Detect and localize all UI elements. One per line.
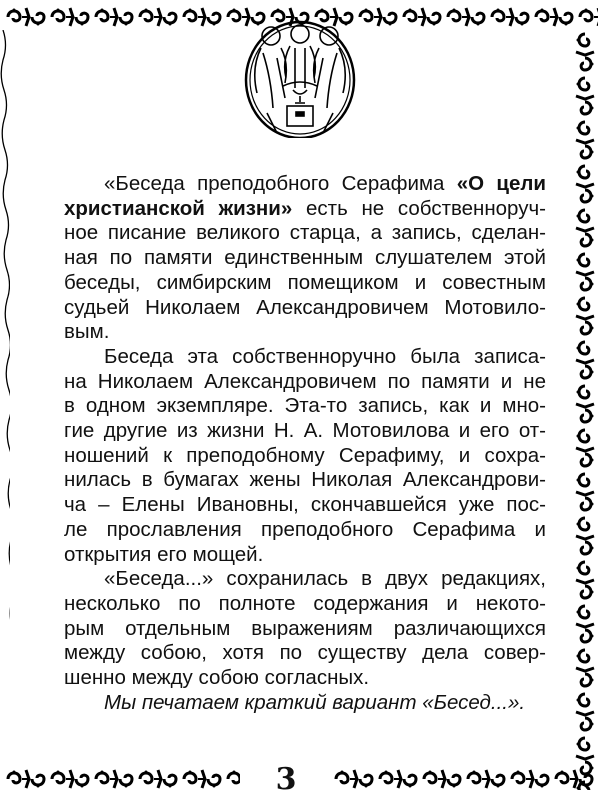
left-border-line <box>0 30 10 790</box>
text-line: беседы, симбирским помещиком и совестным <box>64 270 546 294</box>
paragraph-4-italic-note <box>64 691 546 716</box>
bold-title-part: «О цели <box>456 172 547 195</box>
article-body <box>64 172 546 715</box>
paragraph-2 <box>64 345 546 567</box>
text-line: в одном экземпляре. Эта-то запись, как и мно- <box>64 394 546 418</box>
text-line: ча – Елены Ивановны, скончавшейся уже пос- <box>64 493 546 517</box>
text-line: на Николаем Александровичем по памяти и не <box>64 369 546 393</box>
page-number: 3 <box>275 762 297 797</box>
text-line: ле прославления преподобного Серафима и <box>64 517 546 541</box>
text-line: нилась в бумагах жены Николая Александрови- <box>64 468 546 492</box>
text-line: гие другие из жизни Н. А. Мотовилова и его от- <box>64 419 546 443</box>
text-line: ная по памяти единственным слушателем этой <box>64 246 546 270</box>
text-line: Мы печатаем краткий вариант «Бесед...». <box>104 690 526 714</box>
text-line <box>64 172 546 197</box>
text-line: ное писание великого старца, а запись, сделан- <box>64 221 546 245</box>
text-line: судьей Николаем Александровичем Мотовило- <box>64 295 546 319</box>
paragraph-3 <box>64 567 546 691</box>
trinity-icon-illustration <box>243 18 357 138</box>
right-ornament-border <box>572 30 598 790</box>
text-line <box>64 197 546 222</box>
text-span: есть не собственноруч- <box>292 196 546 220</box>
text-line: между собою, хотя по существу дела совер- <box>64 641 546 665</box>
text-line: рым отдельным выражениям различающихся <box>64 616 546 640</box>
text-line: несколько по полноте содержания и некото- <box>64 591 546 615</box>
text-span: «Беседа преподобного Серафима <box>104 172 457 195</box>
text-line: Беседа эта собственноручно была записа- <box>104 344 546 368</box>
paragraph-1 <box>64 172 546 345</box>
text-line: шенно между собою согласных. <box>64 666 370 690</box>
text-line: вым. <box>64 320 110 344</box>
bold-title-part: христианской жизни» <box>64 196 293 220</box>
text-line: открытия его мощей. <box>64 542 264 566</box>
text-line: ношений к преподобному Серафиму, и сохра- <box>64 443 546 467</box>
text-line: «Беседа...» сохранилась в двух редакциях, <box>104 567 546 591</box>
